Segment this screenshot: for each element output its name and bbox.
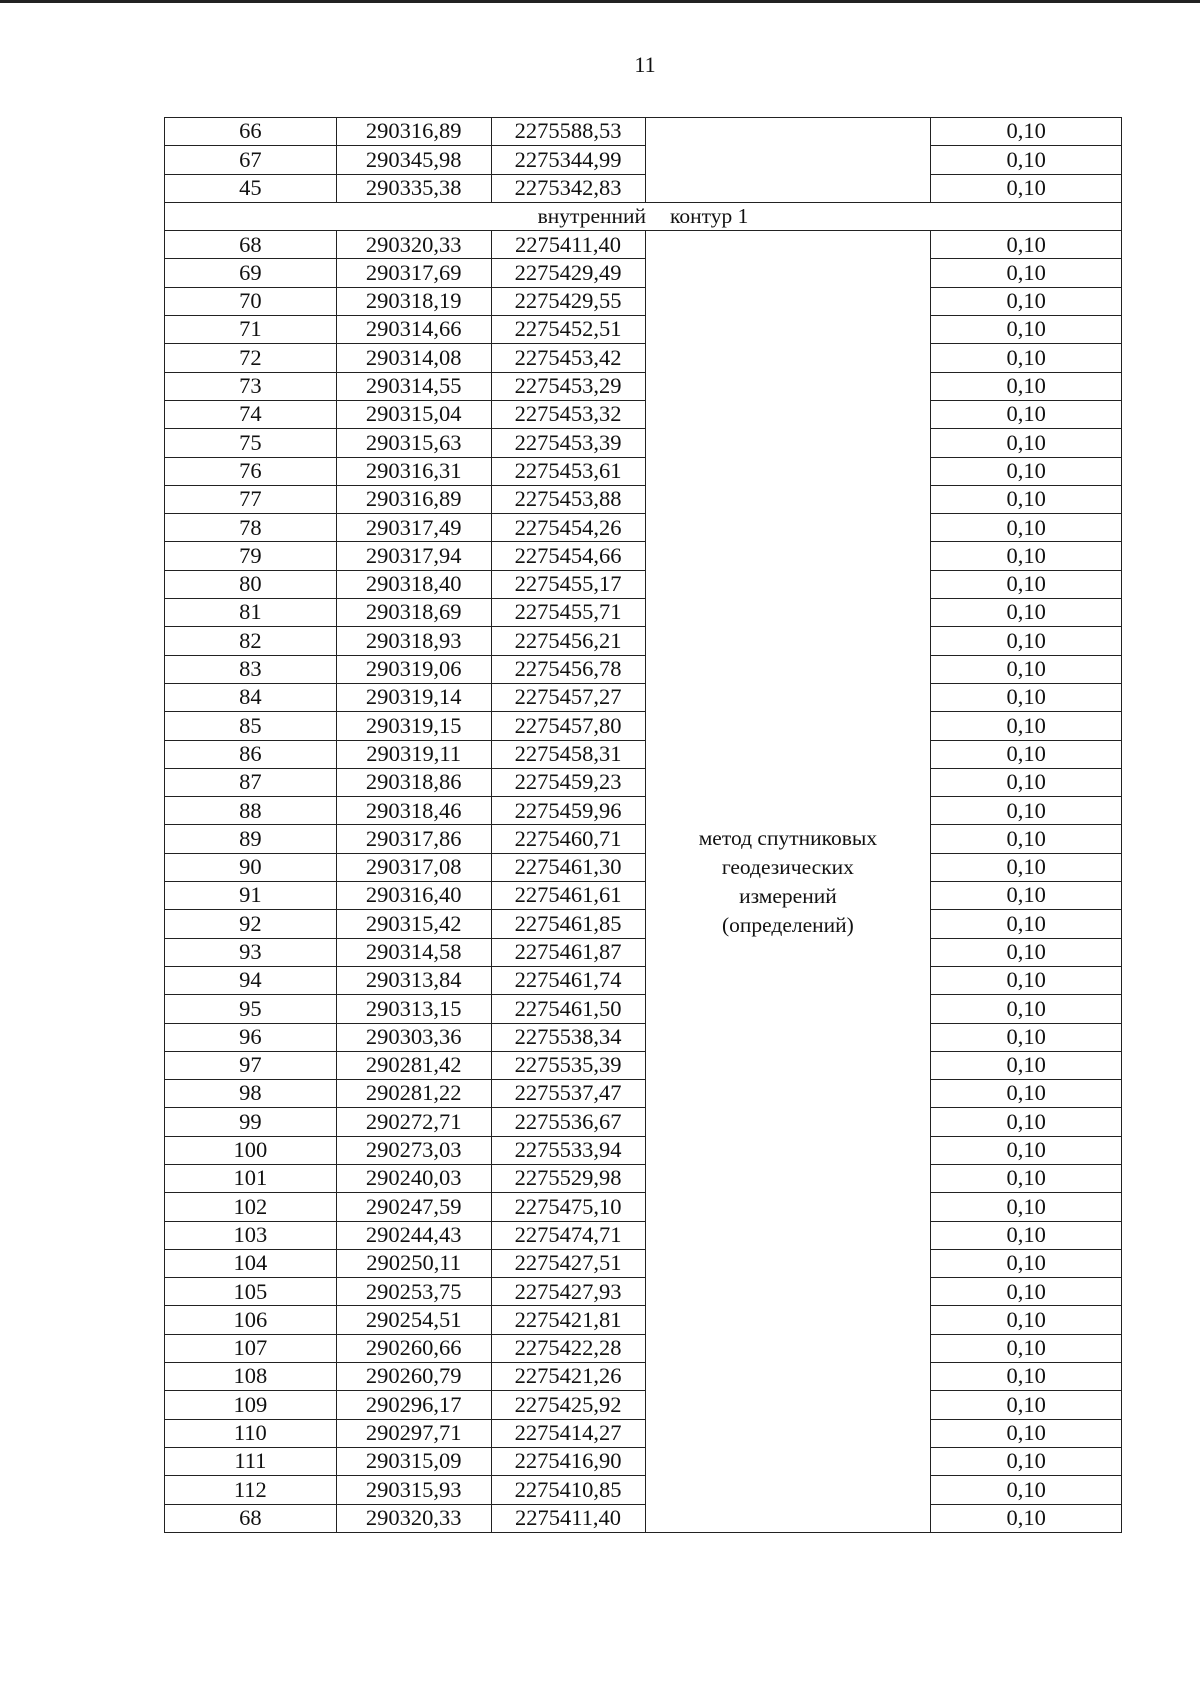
point-number: 88 xyxy=(165,797,337,825)
point-number: 45 xyxy=(165,174,337,202)
accuracy-value: 0,10 xyxy=(931,514,1122,542)
coord-x: 290315,93 xyxy=(336,1476,491,1504)
point-number: 100 xyxy=(165,1136,337,1164)
accuracy-value: 0,10 xyxy=(931,542,1122,570)
point-number: 85 xyxy=(165,712,337,740)
coord-x: 290317,94 xyxy=(336,542,491,570)
table-row xyxy=(165,797,1122,825)
coord-y: 2275535,39 xyxy=(491,1051,645,1079)
accuracy-value: 0,10 xyxy=(931,1249,1122,1277)
method-text-line: метод спутниковых xyxy=(698,825,878,850)
table-row xyxy=(165,1051,1122,1079)
accuracy-value: 0,10 xyxy=(931,1051,1122,1079)
accuracy-value: 0,10 xyxy=(931,1164,1122,1192)
point-number: 84 xyxy=(165,683,337,711)
coord-y: 2275457,80 xyxy=(491,712,645,740)
point-number: 106 xyxy=(165,1306,337,1334)
point-number: 80 xyxy=(165,570,337,598)
point-number: 69 xyxy=(165,259,337,287)
coord-y: 2275411,40 xyxy=(491,1504,645,1532)
coord-x: 290316,89 xyxy=(336,485,491,513)
point-number: 74 xyxy=(165,400,337,428)
accuracy-value: 0,10 xyxy=(931,1363,1122,1391)
contour-header-row xyxy=(165,202,1122,230)
coord-y: 2275459,96 xyxy=(491,797,645,825)
coord-y: 2275453,32 xyxy=(491,400,645,428)
accuracy-value: 0,10 xyxy=(931,1023,1122,1051)
accuracy-value: 0,10 xyxy=(931,344,1122,372)
coord-y: 2275456,21 xyxy=(491,627,645,655)
accuracy-value: 0,10 xyxy=(931,1108,1122,1136)
coord-x: 290316,31 xyxy=(336,457,491,485)
table-row xyxy=(165,853,1122,881)
coord-x: 290244,43 xyxy=(336,1221,491,1249)
point-number: 112 xyxy=(165,1476,337,1504)
coord-y: 2275536,67 xyxy=(491,1108,645,1136)
coord-x: 290318,93 xyxy=(336,627,491,655)
accuracy-value: 0,10 xyxy=(931,853,1122,881)
point-number: 101 xyxy=(165,1164,337,1192)
coord-y: 2275454,26 xyxy=(491,514,645,542)
accuracy-value: 0,10 xyxy=(931,457,1122,485)
point-number: 67 xyxy=(165,146,337,174)
coord-y: 2275427,51 xyxy=(491,1249,645,1277)
point-number: 79 xyxy=(165,542,337,570)
accuracy-value: 0,10 xyxy=(931,1476,1122,1504)
point-number: 96 xyxy=(165,1023,337,1051)
accuracy-value: 0,10 xyxy=(931,995,1122,1023)
table-row xyxy=(165,966,1122,994)
table-row xyxy=(165,1108,1122,1136)
coord-x: 290317,86 xyxy=(336,825,491,853)
coord-x: 290335,38 xyxy=(336,174,491,202)
method-cell xyxy=(645,118,931,203)
coord-x: 290272,71 xyxy=(336,1108,491,1136)
coord-y: 2275416,90 xyxy=(491,1447,645,1475)
coord-y: 2275342,83 xyxy=(491,174,645,202)
coord-y: 2275588,53 xyxy=(491,118,645,146)
table-row xyxy=(165,146,1122,174)
coord-y: 2275454,66 xyxy=(491,542,645,570)
coord-y: 2275453,42 xyxy=(491,344,645,372)
table-row xyxy=(165,429,1122,457)
accuracy-value: 0,10 xyxy=(931,1504,1122,1532)
coord-y: 2275461,30 xyxy=(491,853,645,881)
table-row xyxy=(165,1136,1122,1164)
coord-x: 290315,42 xyxy=(336,910,491,938)
table-row xyxy=(165,768,1122,796)
table-row xyxy=(165,1476,1122,1504)
top-border-line xyxy=(0,0,1200,3)
coord-y: 2275461,87 xyxy=(491,938,645,966)
coord-x: 290314,08 xyxy=(336,344,491,372)
coord-x: 290303,36 xyxy=(336,1023,491,1051)
coord-y: 2275460,71 xyxy=(491,825,645,853)
accuracy-value: 0,10 xyxy=(931,797,1122,825)
coord-y: 2275453,61 xyxy=(491,457,645,485)
coord-x: 290314,66 xyxy=(336,316,491,344)
table-row xyxy=(165,1504,1122,1532)
point-number: 81 xyxy=(165,599,337,627)
table-row xyxy=(165,910,1122,938)
point-number: 68 xyxy=(165,231,337,259)
coord-y: 2275429,55 xyxy=(491,287,645,315)
accuracy-value: 0,10 xyxy=(931,570,1122,598)
coord-x: 290250,11 xyxy=(336,1249,491,1277)
table-row xyxy=(165,372,1122,400)
coord-x: 290254,51 xyxy=(336,1306,491,1334)
accuracy-value: 0,10 xyxy=(931,400,1122,428)
point-number: 71 xyxy=(165,316,337,344)
coord-x: 290314,55 xyxy=(336,372,491,400)
accuracy-value: 0,10 xyxy=(931,1419,1122,1447)
table-row xyxy=(165,1221,1122,1249)
accuracy-value: 0,10 xyxy=(931,1080,1122,1108)
table-row xyxy=(165,118,1122,146)
accuracy-value: 0,10 xyxy=(931,372,1122,400)
point-number: 82 xyxy=(165,627,337,655)
method-cell xyxy=(645,231,931,1533)
point-number: 70 xyxy=(165,287,337,315)
coord-x: 290315,04 xyxy=(336,400,491,428)
accuracy-value: 0,10 xyxy=(931,1278,1122,1306)
accuracy-value: 0,10 xyxy=(931,825,1122,853)
table-row xyxy=(165,1391,1122,1419)
coord-x: 290260,79 xyxy=(336,1363,491,1391)
coord-x: 290315,09 xyxy=(336,1447,491,1475)
contour-word-2: контур 1 xyxy=(670,203,749,228)
point-number: 75 xyxy=(165,429,337,457)
point-number: 89 xyxy=(165,825,337,853)
coord-y: 2275538,34 xyxy=(491,1023,645,1051)
coord-y: 2275461,85 xyxy=(491,910,645,938)
point-number: 104 xyxy=(165,1249,337,1277)
accuracy-value: 0,10 xyxy=(931,429,1122,457)
point-number: 108 xyxy=(165,1363,337,1391)
accuracy-value: 0,10 xyxy=(931,655,1122,683)
coord-y: 2275421,81 xyxy=(491,1306,645,1334)
table-row xyxy=(165,457,1122,485)
coord-y: 2275453,39 xyxy=(491,429,645,457)
coord-x: 290319,06 xyxy=(336,655,491,683)
coord-x: 290316,40 xyxy=(336,882,491,910)
coord-y: 2275475,10 xyxy=(491,1193,645,1221)
accuracy-value: 0,10 xyxy=(931,146,1122,174)
accuracy-value: 0,10 xyxy=(931,683,1122,711)
table-row xyxy=(165,1334,1122,1362)
point-number: 87 xyxy=(165,768,337,796)
coord-x: 290240,03 xyxy=(336,1164,491,1192)
accuracy-value: 0,10 xyxy=(931,231,1122,259)
accuracy-value: 0,10 xyxy=(931,1306,1122,1334)
point-number: 90 xyxy=(165,853,337,881)
coordinates-table xyxy=(164,117,1122,1533)
accuracy-value: 0,10 xyxy=(931,966,1122,994)
table-row xyxy=(165,1080,1122,1108)
coord-y: 2275411,40 xyxy=(491,231,645,259)
coord-x: 290273,03 xyxy=(336,1136,491,1164)
coord-x: 290313,15 xyxy=(336,995,491,1023)
accuracy-value: 0,10 xyxy=(931,287,1122,315)
accuracy-value: 0,10 xyxy=(931,768,1122,796)
coord-x: 290281,42 xyxy=(336,1051,491,1079)
table-row xyxy=(165,344,1122,372)
coord-x: 290253,75 xyxy=(336,1278,491,1306)
point-number: 97 xyxy=(165,1051,337,1079)
coord-y: 2275429,49 xyxy=(491,259,645,287)
coord-x: 290318,46 xyxy=(336,797,491,825)
coord-y: 2275414,27 xyxy=(491,1419,645,1447)
point-number: 66 xyxy=(165,118,337,146)
accuracy-value: 0,10 xyxy=(931,882,1122,910)
table-row xyxy=(165,1278,1122,1306)
coord-x: 290319,15 xyxy=(336,712,491,740)
table-row xyxy=(165,655,1122,683)
coord-x: 290319,14 xyxy=(336,683,491,711)
coord-y: 2275421,26 xyxy=(491,1363,645,1391)
accuracy-value: 0,10 xyxy=(931,627,1122,655)
table-row xyxy=(165,1419,1122,1447)
coord-x: 290297,71 xyxy=(336,1419,491,1447)
accuracy-value: 0,10 xyxy=(931,174,1122,202)
coord-x: 290318,69 xyxy=(336,599,491,627)
coord-x: 290247,59 xyxy=(336,1193,491,1221)
coord-x: 290317,49 xyxy=(336,514,491,542)
table-row xyxy=(165,485,1122,513)
coord-y: 2275456,78 xyxy=(491,655,645,683)
accuracy-value: 0,10 xyxy=(931,1193,1122,1221)
coord-y: 2275461,74 xyxy=(491,966,645,994)
table-row xyxy=(165,1363,1122,1391)
coord-y: 2275425,92 xyxy=(491,1391,645,1419)
accuracy-value: 0,10 xyxy=(931,1447,1122,1475)
table-row xyxy=(165,514,1122,542)
coord-y: 2275344,99 xyxy=(491,146,645,174)
coord-x: 290260,66 xyxy=(336,1334,491,1362)
accuracy-value: 0,10 xyxy=(931,712,1122,740)
point-number: 95 xyxy=(165,995,337,1023)
coord-y: 2275533,94 xyxy=(491,1136,645,1164)
coord-x: 290314,58 xyxy=(336,938,491,966)
coord-y: 2275474,71 xyxy=(491,1221,645,1249)
coord-x: 290320,33 xyxy=(336,231,491,259)
table-row xyxy=(165,712,1122,740)
accuracy-value: 0,10 xyxy=(931,1391,1122,1419)
table-row xyxy=(165,599,1122,627)
table-row xyxy=(165,882,1122,910)
table-row xyxy=(165,287,1122,315)
point-number: 93 xyxy=(165,938,337,966)
method-text-line: (определений) xyxy=(721,912,854,937)
point-number: 73 xyxy=(165,372,337,400)
coord-y: 2275461,50 xyxy=(491,995,645,1023)
point-number: 99 xyxy=(165,1108,337,1136)
coord-y: 2275537,47 xyxy=(491,1080,645,1108)
accuracy-value: 0,10 xyxy=(931,1334,1122,1362)
table-row xyxy=(165,938,1122,966)
point-number: 92 xyxy=(165,910,337,938)
point-number: 78 xyxy=(165,514,337,542)
table-row xyxy=(165,627,1122,655)
table-row xyxy=(165,1164,1122,1192)
contour-label xyxy=(165,202,1122,230)
coord-x: 290316,89 xyxy=(336,118,491,146)
table-row xyxy=(165,542,1122,570)
coord-y: 2275453,29 xyxy=(491,372,645,400)
coord-x: 290315,63 xyxy=(336,429,491,457)
table-row xyxy=(165,570,1122,598)
coord-x: 290320,33 xyxy=(336,1504,491,1532)
method-text-line: измерений xyxy=(739,883,837,908)
coord-y: 2275455,17 xyxy=(491,570,645,598)
point-number: 107 xyxy=(165,1334,337,1362)
table-row xyxy=(165,1306,1122,1334)
table-row xyxy=(165,174,1122,202)
accuracy-value: 0,10 xyxy=(931,910,1122,938)
point-number: 102 xyxy=(165,1193,337,1221)
table-row xyxy=(165,1193,1122,1221)
point-number: 105 xyxy=(165,1278,337,1306)
coord-x: 290319,11 xyxy=(336,740,491,768)
accuracy-value: 0,10 xyxy=(931,485,1122,513)
coord-y: 2275529,98 xyxy=(491,1164,645,1192)
coord-y: 2275453,88 xyxy=(491,485,645,513)
coord-y: 2275457,27 xyxy=(491,683,645,711)
accuracy-value: 0,10 xyxy=(931,1136,1122,1164)
point-number: 91 xyxy=(165,882,337,910)
point-number: 110 xyxy=(165,1419,337,1447)
table-row xyxy=(165,683,1122,711)
coord-y: 2275459,23 xyxy=(491,768,645,796)
page-number: 11 xyxy=(634,52,656,77)
accuracy-value: 0,10 xyxy=(931,118,1122,146)
point-number: 86 xyxy=(165,740,337,768)
method-text-line: геодезических xyxy=(721,854,854,879)
point-number: 77 xyxy=(165,485,337,513)
coord-x: 290345,98 xyxy=(336,146,491,174)
coord-x: 290296,17 xyxy=(336,1391,491,1419)
coord-x: 290318,19 xyxy=(336,287,491,315)
table-row xyxy=(165,1447,1122,1475)
coord-x: 290318,86 xyxy=(336,768,491,796)
table-row xyxy=(165,825,1122,853)
table-row xyxy=(165,1023,1122,1051)
point-number: 72 xyxy=(165,344,337,372)
coord-y: 2275422,28 xyxy=(491,1334,645,1362)
coord-y: 2275461,61 xyxy=(491,882,645,910)
coord-x: 290313,84 xyxy=(336,966,491,994)
accuracy-value: 0,10 xyxy=(931,740,1122,768)
point-number: 94 xyxy=(165,966,337,994)
point-number: 103 xyxy=(165,1221,337,1249)
coord-y: 2275452,51 xyxy=(491,316,645,344)
table-row xyxy=(165,995,1122,1023)
accuracy-value: 0,10 xyxy=(931,938,1122,966)
table-row xyxy=(165,1249,1122,1277)
coord-y: 2275458,31 xyxy=(491,740,645,768)
accuracy-value: 0,10 xyxy=(931,316,1122,344)
accuracy-value: 0,10 xyxy=(931,599,1122,627)
coord-x: 290318,40 xyxy=(336,570,491,598)
table-row xyxy=(165,231,1122,259)
table-row xyxy=(165,740,1122,768)
table-row xyxy=(165,400,1122,428)
point-number: 68 xyxy=(165,1504,337,1532)
point-number: 83 xyxy=(165,655,337,683)
point-number: 109 xyxy=(165,1391,337,1419)
coord-y: 2275410,85 xyxy=(491,1476,645,1504)
point-number: 76 xyxy=(165,457,337,485)
coord-x: 290281,22 xyxy=(336,1080,491,1108)
coord-y: 2275427,93 xyxy=(491,1278,645,1306)
point-number: 111 xyxy=(165,1447,337,1475)
coord-x: 290317,08 xyxy=(336,853,491,881)
table-row xyxy=(165,259,1122,287)
point-number: 98 xyxy=(165,1080,337,1108)
coordinates-table-body xyxy=(165,118,1122,1533)
table-row xyxy=(165,316,1122,344)
accuracy-value: 0,10 xyxy=(931,259,1122,287)
accuracy-value: 0,10 xyxy=(931,1221,1122,1249)
contour-word-1: внутренний xyxy=(537,203,647,228)
coord-y: 2275455,71 xyxy=(491,599,645,627)
coord-x: 290317,69 xyxy=(336,259,491,287)
